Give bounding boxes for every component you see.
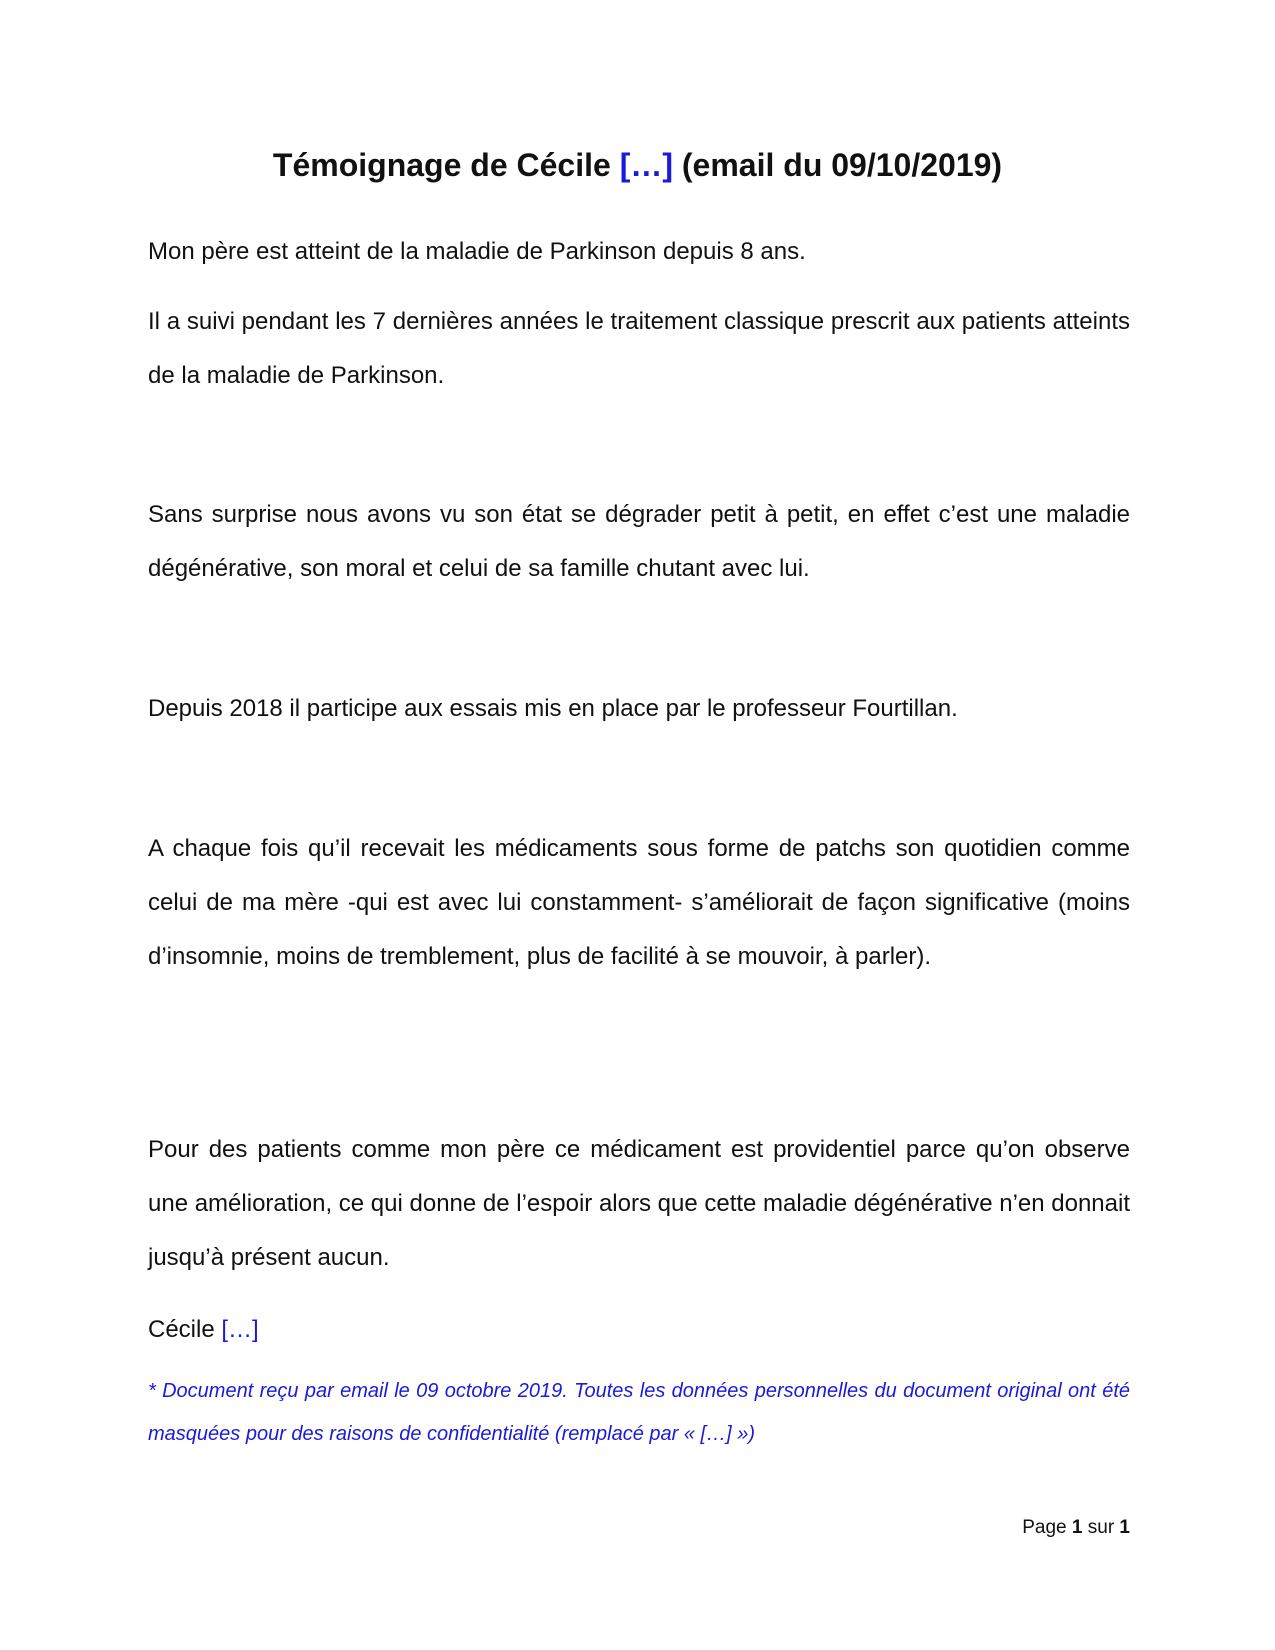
paragraph-5: A chaque fois qu’il recevait les médicaments sous forme de patchs son quotidien comme celui de ma mère -qui est avec lui constamment- s’améliorait de façon significative (moins d’insomnie, moins de tremblement, plus de facilité à se mouvoir, à parler). [148, 835, 1130, 970]
page-footer [1022, 1516, 1130, 1540]
paragraph-3: Sans surprise nous avons vu son état se dégrader petit à petit, en effet c’est une maladie dégénérative, son moral et celui de sa famille chutant avec lui. [148, 501, 1130, 582]
paragraph-4: Depuis 2018 il participe aux essais mis en place par le professeur Fourtillan. [148, 695, 958, 722]
footer-page-total: 1 [1119, 1517, 1130, 1538]
signature-name: Cécile [148, 1316, 222, 1343]
paragraph-2: Il a suivi pendant les 7 dernières années le traitement classique prescrit aux patients atteints de la maladie de Parkinson. [148, 308, 1130, 389]
title-suffix: (email du 09/10/2019) [673, 147, 1003, 183]
paragraph-6: Pour des patients comme mon père ce médicament est providentiel parce qu’on observe une amélioration, ce qui donne de l’espoir alors que cette maladie dégénérative n’en donnait jusqu’à présent aucun. [148, 1136, 1130, 1271]
footer-page-number: 1 [1071, 1517, 1083, 1538]
title-prefix: Témoignage de Cécile [272, 147, 620, 183]
signature-redacted: […] [221, 1316, 259, 1343]
page-title [0, 145, 1275, 185]
signature [148, 1303, 1130, 1357]
footer-page-label: Page [1022, 1517, 1072, 1538]
confidentiality-note: * Document reçu par email le 09 octobre 2019. Toutes les données personnelles du document original ont été masquées pour des raisons de confidentialité (remplacé par « […] ») [148, 1380, 1130, 1445]
footer-of-label: sur [1082, 1517, 1120, 1538]
title-redacted-name: […] [619, 147, 673, 183]
paragraph-1: Mon père est atteint de la maladie de Parkinson depuis 8 ans. [148, 238, 806, 265]
